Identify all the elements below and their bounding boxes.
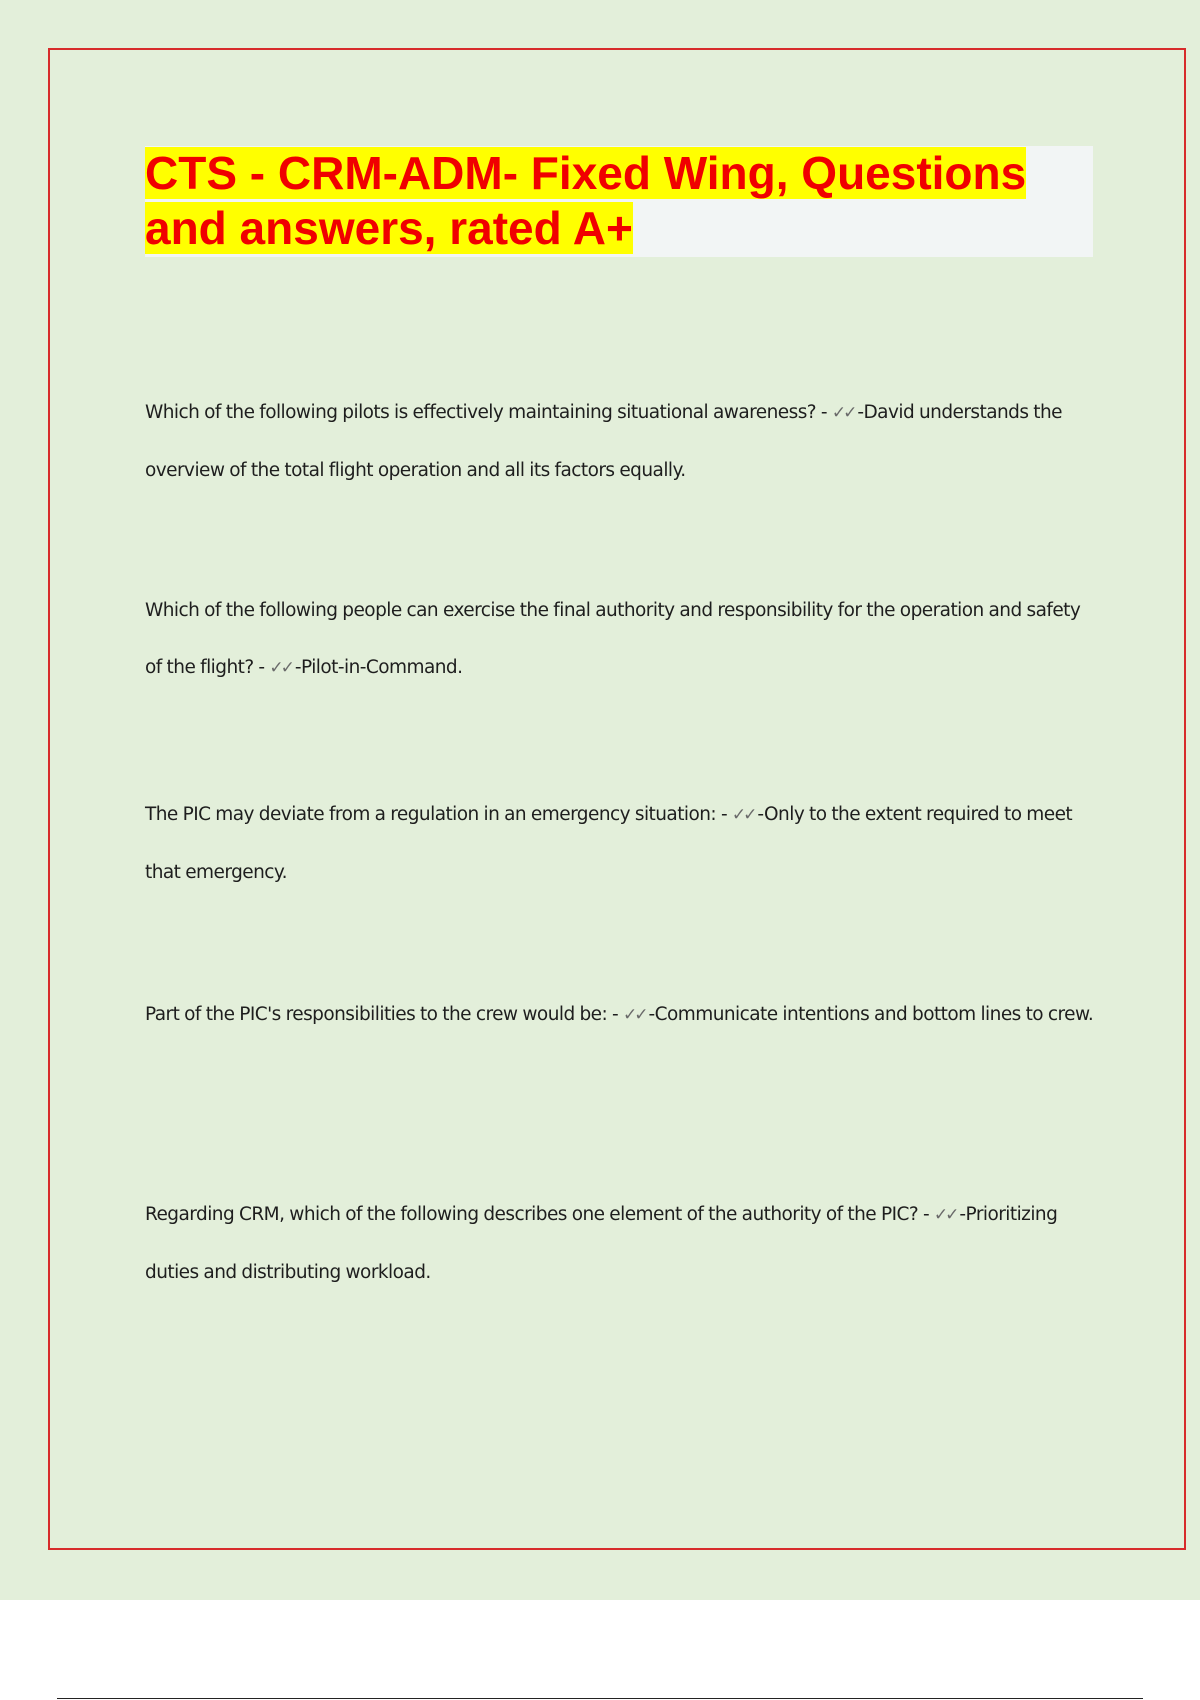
answer-text: -Communicate intentions and bottom lines to crew. <box>648 1004 1094 1025</box>
qa-item-1 <box>145 384 1095 499</box>
answer-text: -Prioritizing duties and distributing workload. <box>145 1204 1058 1283</box>
answer-text: -Only to the extent required to meet that emergency. <box>145 804 1073 883</box>
qa-item-4 <box>145 986 1095 1044</box>
question-text: Regarding CRM, which of the following describes one element of the authority of the PIC? - <box>145 1204 934 1225</box>
double-check-icon: ✓✓ <box>269 658 292 678</box>
qa-item-5 <box>145 1186 1095 1301</box>
footer-divider <box>57 1698 1143 1699</box>
qa-item-3 <box>145 786 1095 901</box>
question-text: Which of the following pilots is effectively maintaining situational awareness? - <box>145 402 832 423</box>
question-text: Part of the PIC's responsibilities to the crew would be: - <box>145 1004 623 1025</box>
double-check-icon: ✓✓ <box>933 1205 957 1225</box>
document-title <box>145 146 1093 256</box>
double-check-icon: ✓✓ <box>831 403 855 423</box>
answer-text: -David understands the overview of the total flight operation and all its factors equally. <box>145 402 1062 481</box>
qa-item-2 <box>145 582 1095 697</box>
question-text: Which of the following people can exercise the final authority and responsibility for the operation and safety of the flight? - <box>145 600 1081 678</box>
title-highlight: CTS - CRM-ADM- Fixed Wing, Questions and answers, rated A+ <box>145 147 1027 254</box>
question-text: The PIC may deviate from a regulation in an emergency situation: - <box>145 804 732 825</box>
answer-text: -Pilot-in-Command. <box>294 657 463 678</box>
double-check-icon: ✓✓ <box>731 805 755 825</box>
double-check-icon: ✓✓ <box>622 1005 646 1025</box>
